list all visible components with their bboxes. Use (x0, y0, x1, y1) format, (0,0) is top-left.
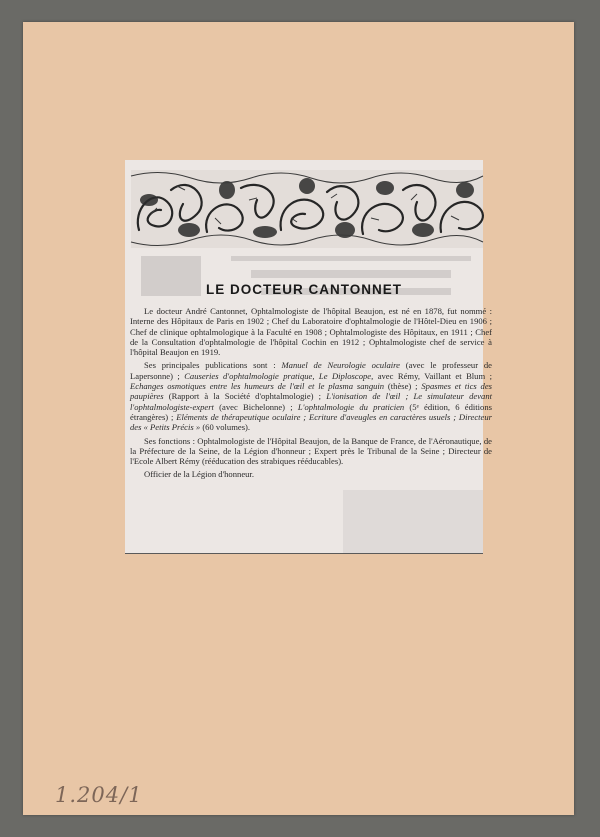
article-title: LE DOCTEUR CANTONNET (205, 282, 402, 297)
honors-paragraph: Officier de la Légion d'honneur. (144, 469, 254, 480)
paper-sheet (23, 22, 574, 815)
clipping-edge (125, 553, 483, 554)
newspaper-clipping (125, 160, 493, 554)
biography-paragraph: Le docteur André Cantonnet, Ophtalmologiste de l'hôpital Beaujon, est né en 1878, fut nommé : Interne des Hôpitaux de Paris en 1902 ; Chef du Laboratoire d'ophtalmologie de l'Hôtel-Dieu en 1906 ; Chef de clinique ophtalmologique à la Faculté en 1908 ; Ophtalmologiste des Hôpitaux, en 1911 ; Chef de la Consultation d'ophtalmologie de l'hôpital Cochin en 1912 ; Ophtalmologiste chef de service à l'hôpital Beaujon en 1919. (130, 306, 492, 358)
article-body (130, 306, 492, 483)
bleed-through-block (343, 490, 483, 554)
publications-paragraph: Ses principales publications sont : Manuel de Neurologie oculaire (avec le professeur de Lapersonne) ; Causeries d'ophtalmologie pratique, Le Diploscope, avec Rémy, Vaillant et Blum ; Echanges osmotiques entre les humeurs de l'œil et le plasma sanguin (thèse) ; Spasmes et tics des paupières (Rapport à la Société d'ophtalmologie) ; L'ionisation de l'œil ; Le simulateur devant l'ophtalmologiste-expert (avec Bichelonne) ; L'ophtalmologie du praticien (5ᵉ édition, 6 éditions étrangères) ; Eléments de thérapeutique oculaire ; Ecriture d'aveugles en caractères usuels ; Directeur des « Petits Précis » (60 volumes). (130, 360, 493, 433)
ornamental-frieze (131, 170, 483, 248)
inventory-mark: 1.204/1 (55, 783, 143, 807)
functions-paragraph: Ses fonctions : Ophtalmologiste de l'Hôpital Beaujon, de la Banque de France, de l'Aéronautique, de la Préfecture de la Seine, de la Légion d'honneur ; Expert près le Tribunal de la Seine ; Directeur de l'Ecole Albert Rémy (rééducation des strabiques rééducables). (130, 435, 492, 467)
